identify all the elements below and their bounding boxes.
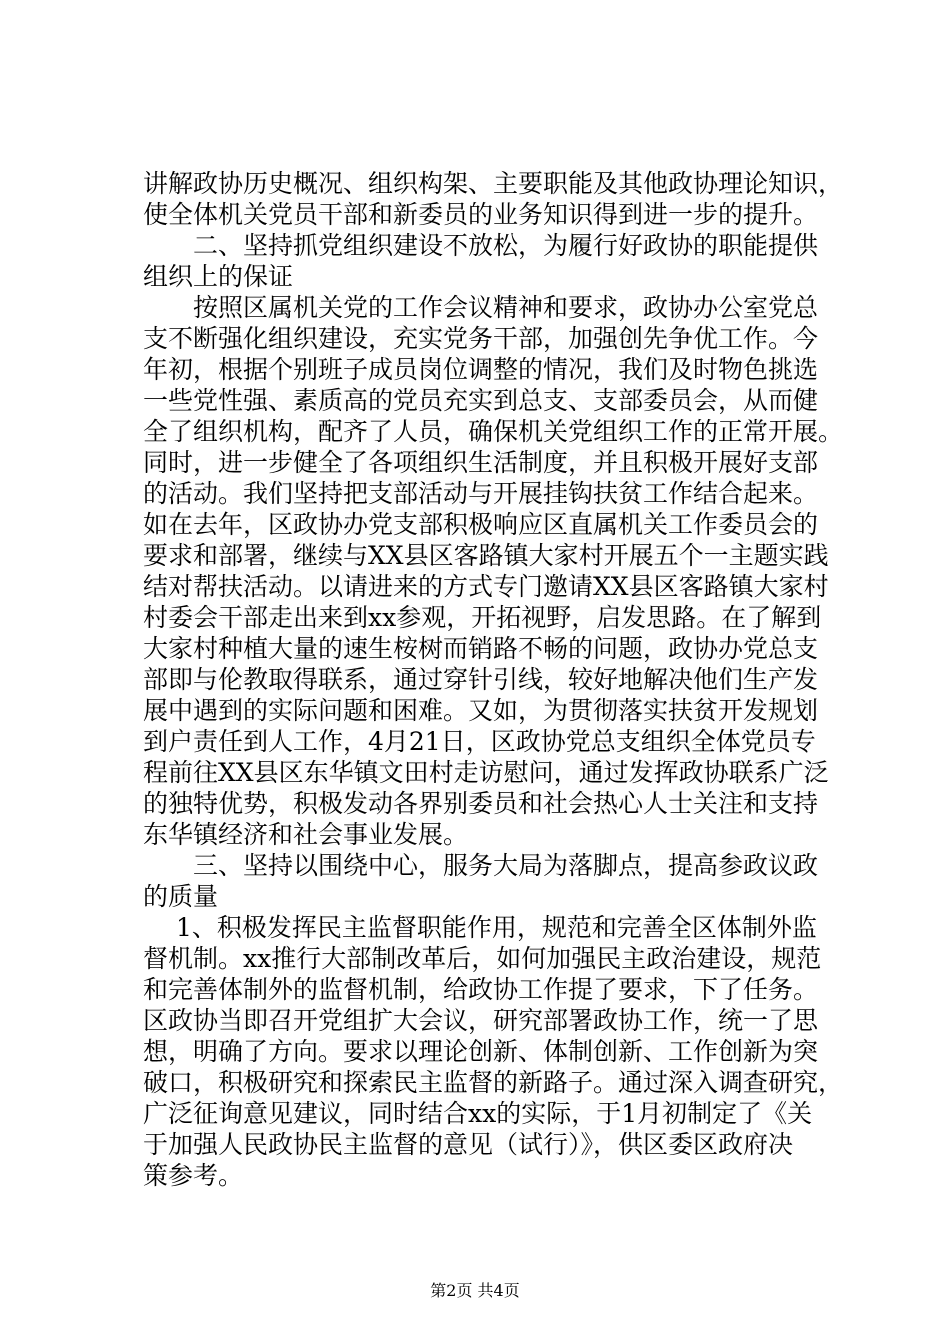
text-line: 的质量 (143, 882, 219, 911)
text-line: 展中遇到的实际问题和困难。又如，为贯彻落实扶贫开发规划 (143, 696, 819, 725)
text-line: 同时，进一步健全了各项组织生活制度，并且积极开展好支部 (143, 448, 819, 477)
text-line: 大家村种植大量的速生桉树而销路不畅的问题，政协办党总支 (143, 634, 819, 663)
text-line: 结对帮扶活动。以请进来的方式专门邀请XX县区客路镇大家村 (143, 572, 829, 601)
text-line: 部即与伦教取得联系，通过穿针引线，较好地解决他们生产发 (143, 665, 819, 694)
text-line: 和完善体制外的监督机制，给政协工作提了要求，下了任务。 (143, 975, 819, 1004)
text-line: 组织上的保证 (143, 262, 294, 291)
text-line: 东华镇经济和社会事业发展。 (143, 820, 469, 849)
text-line: 的独特优势，积极发动各界别委员和社会热心人士关注和支持 (143, 789, 819, 818)
text-line: 全了组织机构，配齐了人员，确保机关党组织工作的正常开展。 (143, 417, 844, 446)
text-line: 1、积极发挥民主监督职能作用，规范和完善全区体制外监 (176, 913, 817, 942)
text-line: 按照区属机关党的工作会议精神和要求，政协办公室党总 (193, 293, 819, 322)
text-line: 区政协当即召开党组扩大会议，研究部署政协工作，统一了思 (143, 1006, 819, 1035)
text-line: 一些党性强、素质高的党员充实到总支、支部委员会，从而健 (143, 386, 819, 415)
text-line: 二、坚持抓党组织建设不放松，为履行好政协的职能提供 (193, 231, 819, 260)
text-line: 年初，根据个别班子成员岗位调整的情况，我们及时物色挑选 (143, 355, 819, 384)
text-line: 程前往XX县区东华镇文田村走访慰问，通过发挥政协联系广泛 (143, 758, 829, 787)
page-footer: 第2页 共4页 (430, 1281, 520, 1300)
document-body (143, 168, 844, 1191)
text-line: 广泛征询意见建议，同时结合xx的实际，于1月初制定了《关 (143, 1099, 813, 1128)
text-line: 使全体机关党员干部和新委员的业务知识得到进一步的提升。 (143, 200, 819, 229)
text-line: 要求和部署，继续与XX县区客路镇大家村开展五个一主题实践 (143, 541, 829, 570)
text-line: 督机制。xx推行大部制改革后，如何加强民主政治建设，规范 (143, 944, 822, 973)
text-line: 村委会干部走出来到xx参观，开拓视野，启发思路。在了解到 (143, 603, 822, 632)
text-line: 于加强人民政协民主监督的意见（试行）》，供区委区政府决 (143, 1130, 794, 1159)
text-line: 支不断强化组织建设，充实党务干部，加强创先争优工作。今 (143, 324, 819, 353)
text-line: 破口，积极研究和探索民主监督的新路子。通过深入调查研究， (143, 1068, 844, 1097)
text-line: 的活动。我们坚持把支部活动与开展挂钩扶贫工作结合起来。 (143, 479, 819, 508)
text-line: 三、坚持以围绕中心，服务大局为落脚点，提高参政议政 (193, 851, 819, 880)
text-line: 策参考。 (143, 1161, 244, 1190)
text-line: 想，明确了方向。要求以理论创新、体制创新、工作创新为突 (143, 1037, 819, 1066)
text-line: 讲解政协历史概况、组织构架、主要职能及其他政协理论知识， (143, 169, 844, 198)
text-line: 到户责任到人工作，4月21日，区政协党总支组织全体党员专 (143, 727, 816, 756)
text-line: 如在去年，区政协办党支部积极响应区直属机关工作委员会的 (143, 510, 819, 539)
